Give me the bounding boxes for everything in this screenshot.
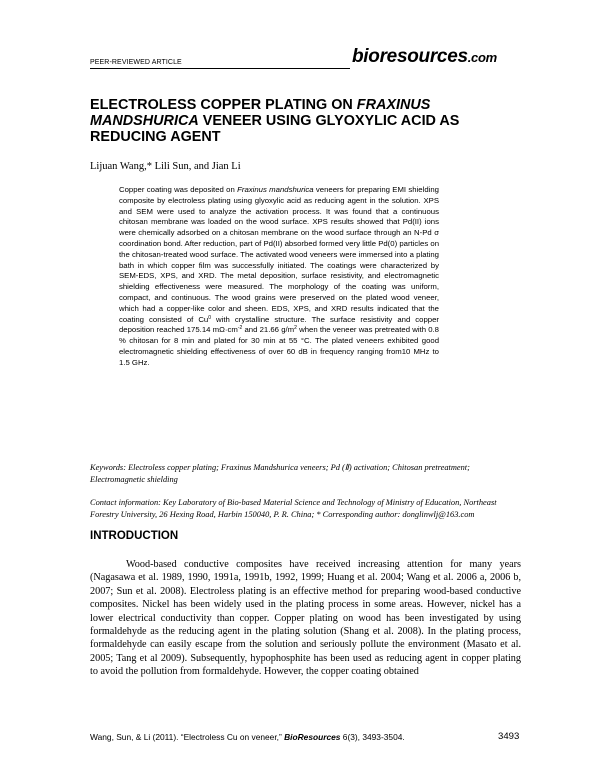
keywords: Keywords: Electroless copper plating; Fraxinus Mandshurica veneers; Pd (Ⅱ) activation; Chitosan pretreatment; Electromagnetic shielding xyxy=(90,463,470,484)
contact-information: Contact information: Key Laboratory of Bio-based Material Science and Technology of Ministry of Education, Northeast Forestry University, 26 Hexing Road, Harbin 150040, P. R. China; * Corresponding author: donglinwlj@163.com xyxy=(90,498,497,519)
header-rule xyxy=(90,68,350,69)
abstract-text: veneers for preparing EMI shielding composite by electroless plating using glyoxylic acid as reducing agent in the solution. XPS and SEM were used to analyze the activation process. It was found that a continuous chitosan membrane was loaded on the wood surface. XPS results showed that Pd(II) ions were chemically adsorbed on a chitosan membrane on the wood surface through an N-Pd σ coordination bond. After reduction, part of Pd(II) absorbed formed very little Pd(0) particles on the chitosan-treated wood surface. The activated wood veneers were immersed into a plating bath in which copper film was successfully initiated. The coatings were characterized by SEM-EDS, XPS, and XRD. The metal deposition, surface resistivity, and electromagnetic shielding effectiveness were measured. The morphology of the coating was uniform, compact, and continuous. The wood grains were preserved on the plated wood veneer, which had a copper-like color and sheen. EDS, XPS, and XRD results indicated that the coating consisted of Cu xyxy=(119,185,439,324)
abstract-text: with crystalline structure. The surface resistivity and copper deposition reached 175.14 mΩ·cm xyxy=(119,314,440,335)
journal-logo-text: bioresources xyxy=(352,46,468,67)
superscript: -2 xyxy=(237,325,243,332)
title-part-3: VENEER USING GLYOXYLIC ACID AS REDUCING AGENT xyxy=(90,113,460,145)
footer-journal-name: BioResources xyxy=(284,732,341,742)
journal-logo xyxy=(352,46,497,68)
superscript: 2 xyxy=(294,325,297,332)
section-heading: INTRODUCTION xyxy=(90,530,179,542)
footer-citation-prefix: Wang, Sun, & Li (2011). “Electroless Cu on veneer,” xyxy=(90,732,285,742)
abstract-species: Fraxinus mandshurica xyxy=(237,185,314,194)
footer-citation xyxy=(90,732,405,742)
abstract-text: Copper coating was deposited on xyxy=(119,185,238,194)
superscript: 0 xyxy=(208,314,212,321)
introduction-paragraph: Wood-based conductive composites have received increasing attention for many years (Nagasawa et al. 1989, 1990, 1991a, 1991b, 1992, 1999; Huang et al. 2004; Wang et al. 2006 a, 2006 b, 2007; Sun et al. 2008). Electroless plating is an effective method for preparing wood-based conductive composites. Nickel has been widely used in the plating process in some areas. However, nickel has a lower electrical conductivity than copper. Copper plating on wood has been investigated by using formaldehyde as the reducing agent in the plating solution (Shang et al. 2008). In the plating process, formaldehyde can easily escape from the solution and seriously pollute the environment (Masato et al. 2005; Tang et al 2009). Subsequently, hypophosphite has been used as reducing agent in copper plating to avoid the pollution from formaldehyde. However, the copper coating obtained xyxy=(90,559,521,678)
footer-citation-suffix: 6(3), 3493-3504. xyxy=(340,732,405,742)
journal-logo-domain: .com xyxy=(467,50,497,65)
abstract-text: when the veneer was pretreated with 0.8 % chitosan for 8 min and plated for 30 min at 55 °C. The plated veneers exhibited good electromagnetic shielding effectiveness of over 60 dB in frequency ranging from10 MHz to 1.5 GHz. xyxy=(119,325,439,367)
section-label: PEER-REVIEWED ARTICLE xyxy=(90,59,182,66)
title-part-1: ELECTROLESS COPPER PLATING ON xyxy=(90,97,357,113)
page-number: 3493 xyxy=(498,731,520,742)
author-list: Lijuan Wang,* Lili Sun, and Jian Li xyxy=(90,161,241,172)
abstract-text: and 21.66 g/m xyxy=(242,325,295,335)
title-species: FRAXINUS MANDSHURICA xyxy=(90,97,431,129)
body-text xyxy=(90,558,521,679)
abstract xyxy=(119,185,439,369)
article-title xyxy=(90,97,530,145)
